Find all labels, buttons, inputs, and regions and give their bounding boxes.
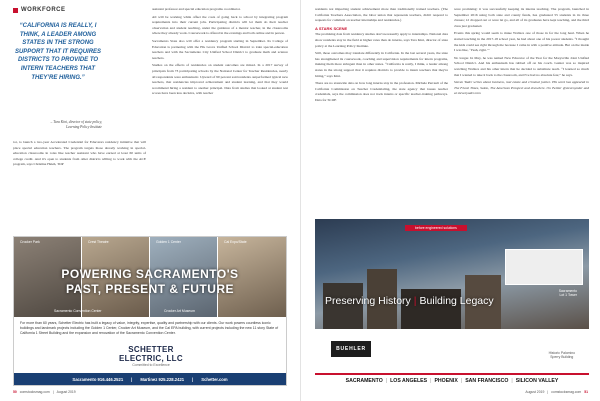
section-marker-icon (13, 8, 18, 13)
article-paragraph: All will be working while offset the costs of going back to school by integrating program requirements into their current jobs. Participating districts will let them do their teacher observation and student teaching, under the guidance of a mentor teacher, in the classrooms where they already work. Coursework is offered in the evenings and both online and in person. (152, 14, 288, 36)
ad-separator: | (131, 376, 133, 382)
ad-photo-caption: Sacramento Convention Center (54, 309, 102, 313)
article-column-2 (152, 7, 288, 229)
ad-photo-caption: Crocker Park (20, 240, 40, 244)
article-column-1 (13, 140, 146, 230)
ad-city: SACRAMENTO (345, 378, 383, 384)
ad-inset-caption (559, 289, 577, 297)
ad-inset-photo (505, 249, 583, 285)
article-paragraph: There are no statewide data on how long interns stay in the profession. Michele Perrault of the California Commission on Teacher Credentialing, the state agency that issues teacher credentials, says the commission does not track interns or specific teacher-training pathways. Data for SCOE (315, 81, 448, 102)
pull-quote-attribution (22, 120, 102, 130)
pull-quote-org: Learning Policy Institute (66, 125, 102, 129)
ad-photo-caption: Cal Expo/State (224, 240, 247, 244)
footer-separator: | (547, 390, 549, 394)
page-number: 51 (584, 390, 588, 394)
ad-photo-collage (14, 237, 286, 317)
article-column-3 (315, 7, 448, 215)
schetter-electric-ad[interactable] (13, 236, 287, 386)
article-subhead: A STARK SCENE (315, 25, 348, 31)
ad-inset-caption-line: Lot 1 Tower (559, 293, 577, 297)
article-paragraph: Events this spring would seem to make Wallace one of those in for the long haul. When he started teaching in the 2017-18 school year, he had about one of his poorer students. “I thought the kids could see right through me because I came in with a positive attitude. But on the inside I was like, ‘Yeah, right.’” (454, 31, 589, 53)
ad-headline: PAST, PRESENT & FUTURE (65, 282, 235, 296)
ad-city-separator: | (385, 378, 388, 384)
ad-city-separator: | (460, 378, 463, 384)
buehler-ad[interactable] (315, 219, 589, 387)
ad-photo-caption: Crocker Art Museum (164, 309, 195, 313)
author-bio: Steven Yoder writes about business, real estate and criminal justice. His work has appeared in The Fiscal Times, Salon, The American Prospect and elsewhere. On Twitter @stevenyoder and at stevenyoder.com (454, 80, 589, 96)
ad-title-separator: | (413, 295, 417, 307)
buehler-logo: BUEHLER (331, 341, 371, 357)
ad-contact-bar (14, 373, 286, 385)
ad-title-right: Building Legacy (419, 295, 494, 307)
ad-inset-caption-line: Sacramento (558, 289, 577, 293)
ad-logo-band (315, 329, 589, 373)
ad-photo-caption: Golden 1 Center (156, 240, 181, 244)
article-paragraph: tor, to launch a two-year Accelerated Credential for Educators residency initiative that will place special education teachers. The program targets those already working in special-education classrooms in roles like teacher assistant who have earned at least 60 units of college credit. And it's open to students from other districts willing to work with the ACE program, says Christine Hsieh, TOP (13, 140, 146, 167)
page-footer-right (525, 390, 588, 394)
article-paragraph: residents not impacting student achievement more than traditionally trained teachers. (The California Teachers Association, the labor union that represents teachers, didn't respond to requests for comment on teacher internships and residencies.) (315, 7, 448, 23)
article-paragraph: assistant professor and special education programs coordinator. (152, 7, 241, 11)
ad-hero-photo (315, 219, 589, 329)
article-paragraph: No longer. In May, he was named New Educator of the Year for the Marysville Joint Unified School District. And his enthusiasm has rubbed off on his coach. Gunter was so inspired watching Wallace and his other intern that he decided to substitute teach. “I learned so much that I wanted to take it back to the classroom, and I've had no absolute fear,” he says. (454, 55, 589, 77)
ad-mid-caption-line: Historic Palomino (548, 351, 575, 355)
page-footer-left (13, 390, 76, 394)
ad-website-link[interactable]: Schetter.com (201, 376, 228, 382)
ad-logo-name: SCHETTER ELECTRIC, LLC (119, 345, 183, 363)
ad-photo-caption: Crest Theatre (88, 240, 109, 244)
article-paragraph: Still, those outcomes may translate differently in California. In the last several years, the state has strengthened its coursework, coaching and supervision requirements for intern programs, making them more stringent than in other states. “California is really, I think, a leader among states in the strong support that it requires districts to provide to intern teachers that they're hiring,” says Kini. (315, 51, 448, 78)
ad-phone-martinez[interactable]: Martinez 925.228.2421 (140, 376, 185, 382)
ad-city: LOS ANGELES (390, 378, 428, 384)
article-paragraph: were promising: it was successfully keeping its interns teaching. The program, launched in September 2016 using both state and county funds, has graduated 55 students in its three classes; 12 dropped out or were let go, and all of its graduates have kept teaching, and the third class just graduated. (454, 7, 589, 28)
right-page (300, 0, 600, 401)
ad-city: PHOENIX (434, 378, 458, 384)
pull-quote-name: – Tara Kini, director of state policy, (50, 120, 102, 124)
pull-quote: “CALIFORNIA IS REALLY, I THINK, A LEADER AMONG STATES IN THE STRONG SUPPORT THAT IT REQUIRES DISTRICTS TO PROVIDE TO INTERN TEACHERS THAT THEY’RE HIRING.” (14, 23, 102, 81)
schetter-logo (106, 345, 196, 367)
ad-logo-tagline: Committed to Excellence (132, 363, 170, 367)
ad-mid-caption (549, 351, 575, 359)
ad-body-text: For more than 60 years, Schetter Electric has built a legacy of value, integrity, expertise, quality and partnership with our clients. Our work powers countless iconic buildings and landmark projects including the Golden 1 Center, Crocker Art Museum, and the Cal EPA building, with current projects including the new 11 story State of California 1 Street Building and the expansion and renovation of the Sacramento Convention Center. (20, 321, 279, 335)
footer-site: comstocksmag.com (19, 390, 50, 394)
ad-separator: | (192, 376, 194, 382)
ad-title-left: Preserving History (325, 295, 411, 307)
section-tag (13, 7, 66, 13)
footer-site: comstocksmag.com (551, 390, 582, 394)
ad-city: SILICON VALLEY (515, 378, 559, 384)
footer-issue: August 2019 (525, 390, 545, 394)
article-column-4 (454, 7, 589, 215)
ad-mid-caption-line: Sperry Building (550, 355, 574, 359)
ad-city: SAN FRANCISCO (465, 378, 509, 384)
article-paragraph: Sacramento State also will offer a residency program starting in September. Its College of Education is partnering with the Elk Grove Unified School District to train special-education teachers and with the Sacramento City Unified School District to graduate math and science teachers. (152, 38, 288, 60)
ad-headline: POWERING SACRAMENTO'S (61, 267, 239, 281)
article-paragraph: Studies on the effects of residencies on student outcomes are mixed. In a 2017 survey of principals from 73 participating schools by the National Center for Teacher Residencies, nearly all respondents were enthusiastic. Upward of 90 percent said residents outperformed typical new teachers, that residencies improved achievement and student learning, and that they would recommend hiring a resident to another principal. Data from studies that looked at student test scores have been less decisive, with teacher (152, 63, 288, 96)
ad-phone-sacramento[interactable]: Sacramento 916.446.2521 (72, 376, 124, 382)
page-number: 50 (13, 390, 17, 394)
ad-tagline-pill: before engineered solutions (405, 225, 467, 231)
ad-title (325, 295, 494, 307)
ad-city-separator: | (430, 378, 432, 384)
footer-issue: August 2019 (56, 390, 76, 394)
ad-city-strip (315, 373, 589, 387)
section-label: WORKFORCE (21, 7, 66, 13)
article-paragraph: The promising data from residency studies don't necessarily apply to internships. National data show residents stay in the field at higher rates than do interns, says Tara Kini, director of state policy at the Learning Policy Institute. (315, 32, 448, 48)
ad-city-separator: | (511, 378, 513, 384)
footer-separator: | (52, 390, 54, 394)
